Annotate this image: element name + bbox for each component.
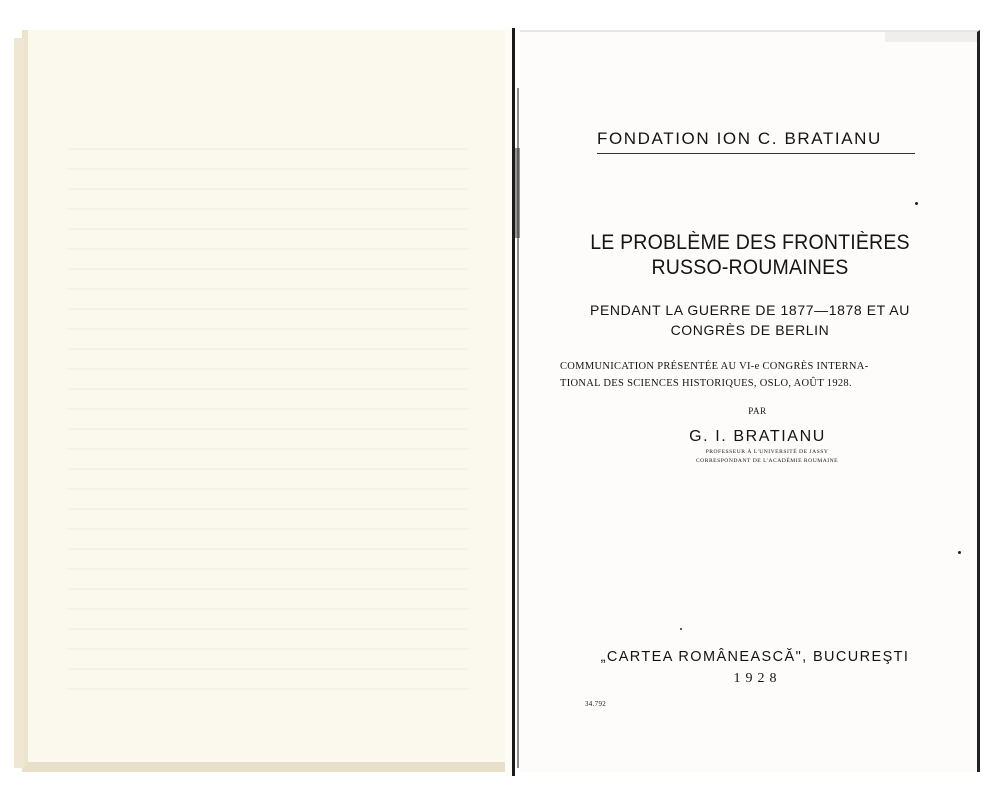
author-affiliation-line-1: PROFESSEUR À L'UNIVERSITÉ DE JASSY	[705, 449, 829, 455]
foundation-name: FONDATION ION C. BRATIANU	[597, 129, 882, 148]
spine-shadow-line	[512, 28, 515, 776]
ink-speck	[680, 628, 682, 630]
title-page-content	[520, 32, 977, 772]
communication-note: COMMUNICATION PRÉSENTÉE AU VI-e CONGRÈS INTERNA- TIONAL DES SCIENCES HISTORIQUES, OSLO, AOÛT 1928.	[560, 361, 869, 389]
book-subtitle	[570, 300, 930, 340]
book-subtitle-line-1: PENDANT LA GUERRE DE 1877—1878 ET AU	[590, 302, 910, 318]
title-page	[520, 30, 980, 772]
ink-speck	[958, 551, 961, 554]
left-page-blank	[22, 30, 506, 772]
catalog-number: 34.792	[585, 700, 607, 708]
author-affiliation-line-2: CORRESPONDANT DE L'ACADÉMIE ROUMAINE	[695, 458, 839, 464]
foundation-rule	[597, 153, 915, 154]
book-title-line-1: LE PROBLÈME DES FRONTIÈRES	[590, 231, 910, 254]
book-subtitle-line-2: CONGRÈS DE BERLIN	[670, 322, 830, 338]
ink-speck	[915, 202, 918, 205]
left-page-bleed-through	[68, 130, 468, 690]
publisher: „CARTEA ROMÂNEASCĂ", BUCUREŞTI	[600, 649, 910, 665]
left-page-sheet-edge	[14, 38, 24, 768]
publication-year: 1928	[733, 671, 782, 686]
book-title-line-2: RUSSO-ROUMAINES	[651, 256, 849, 279]
book-title	[573, 230, 926, 280]
author-name: G. I. BRATIANU	[689, 428, 826, 445]
author-affiliation	[520, 448, 1000, 466]
by-label: PAR	[748, 406, 767, 416]
